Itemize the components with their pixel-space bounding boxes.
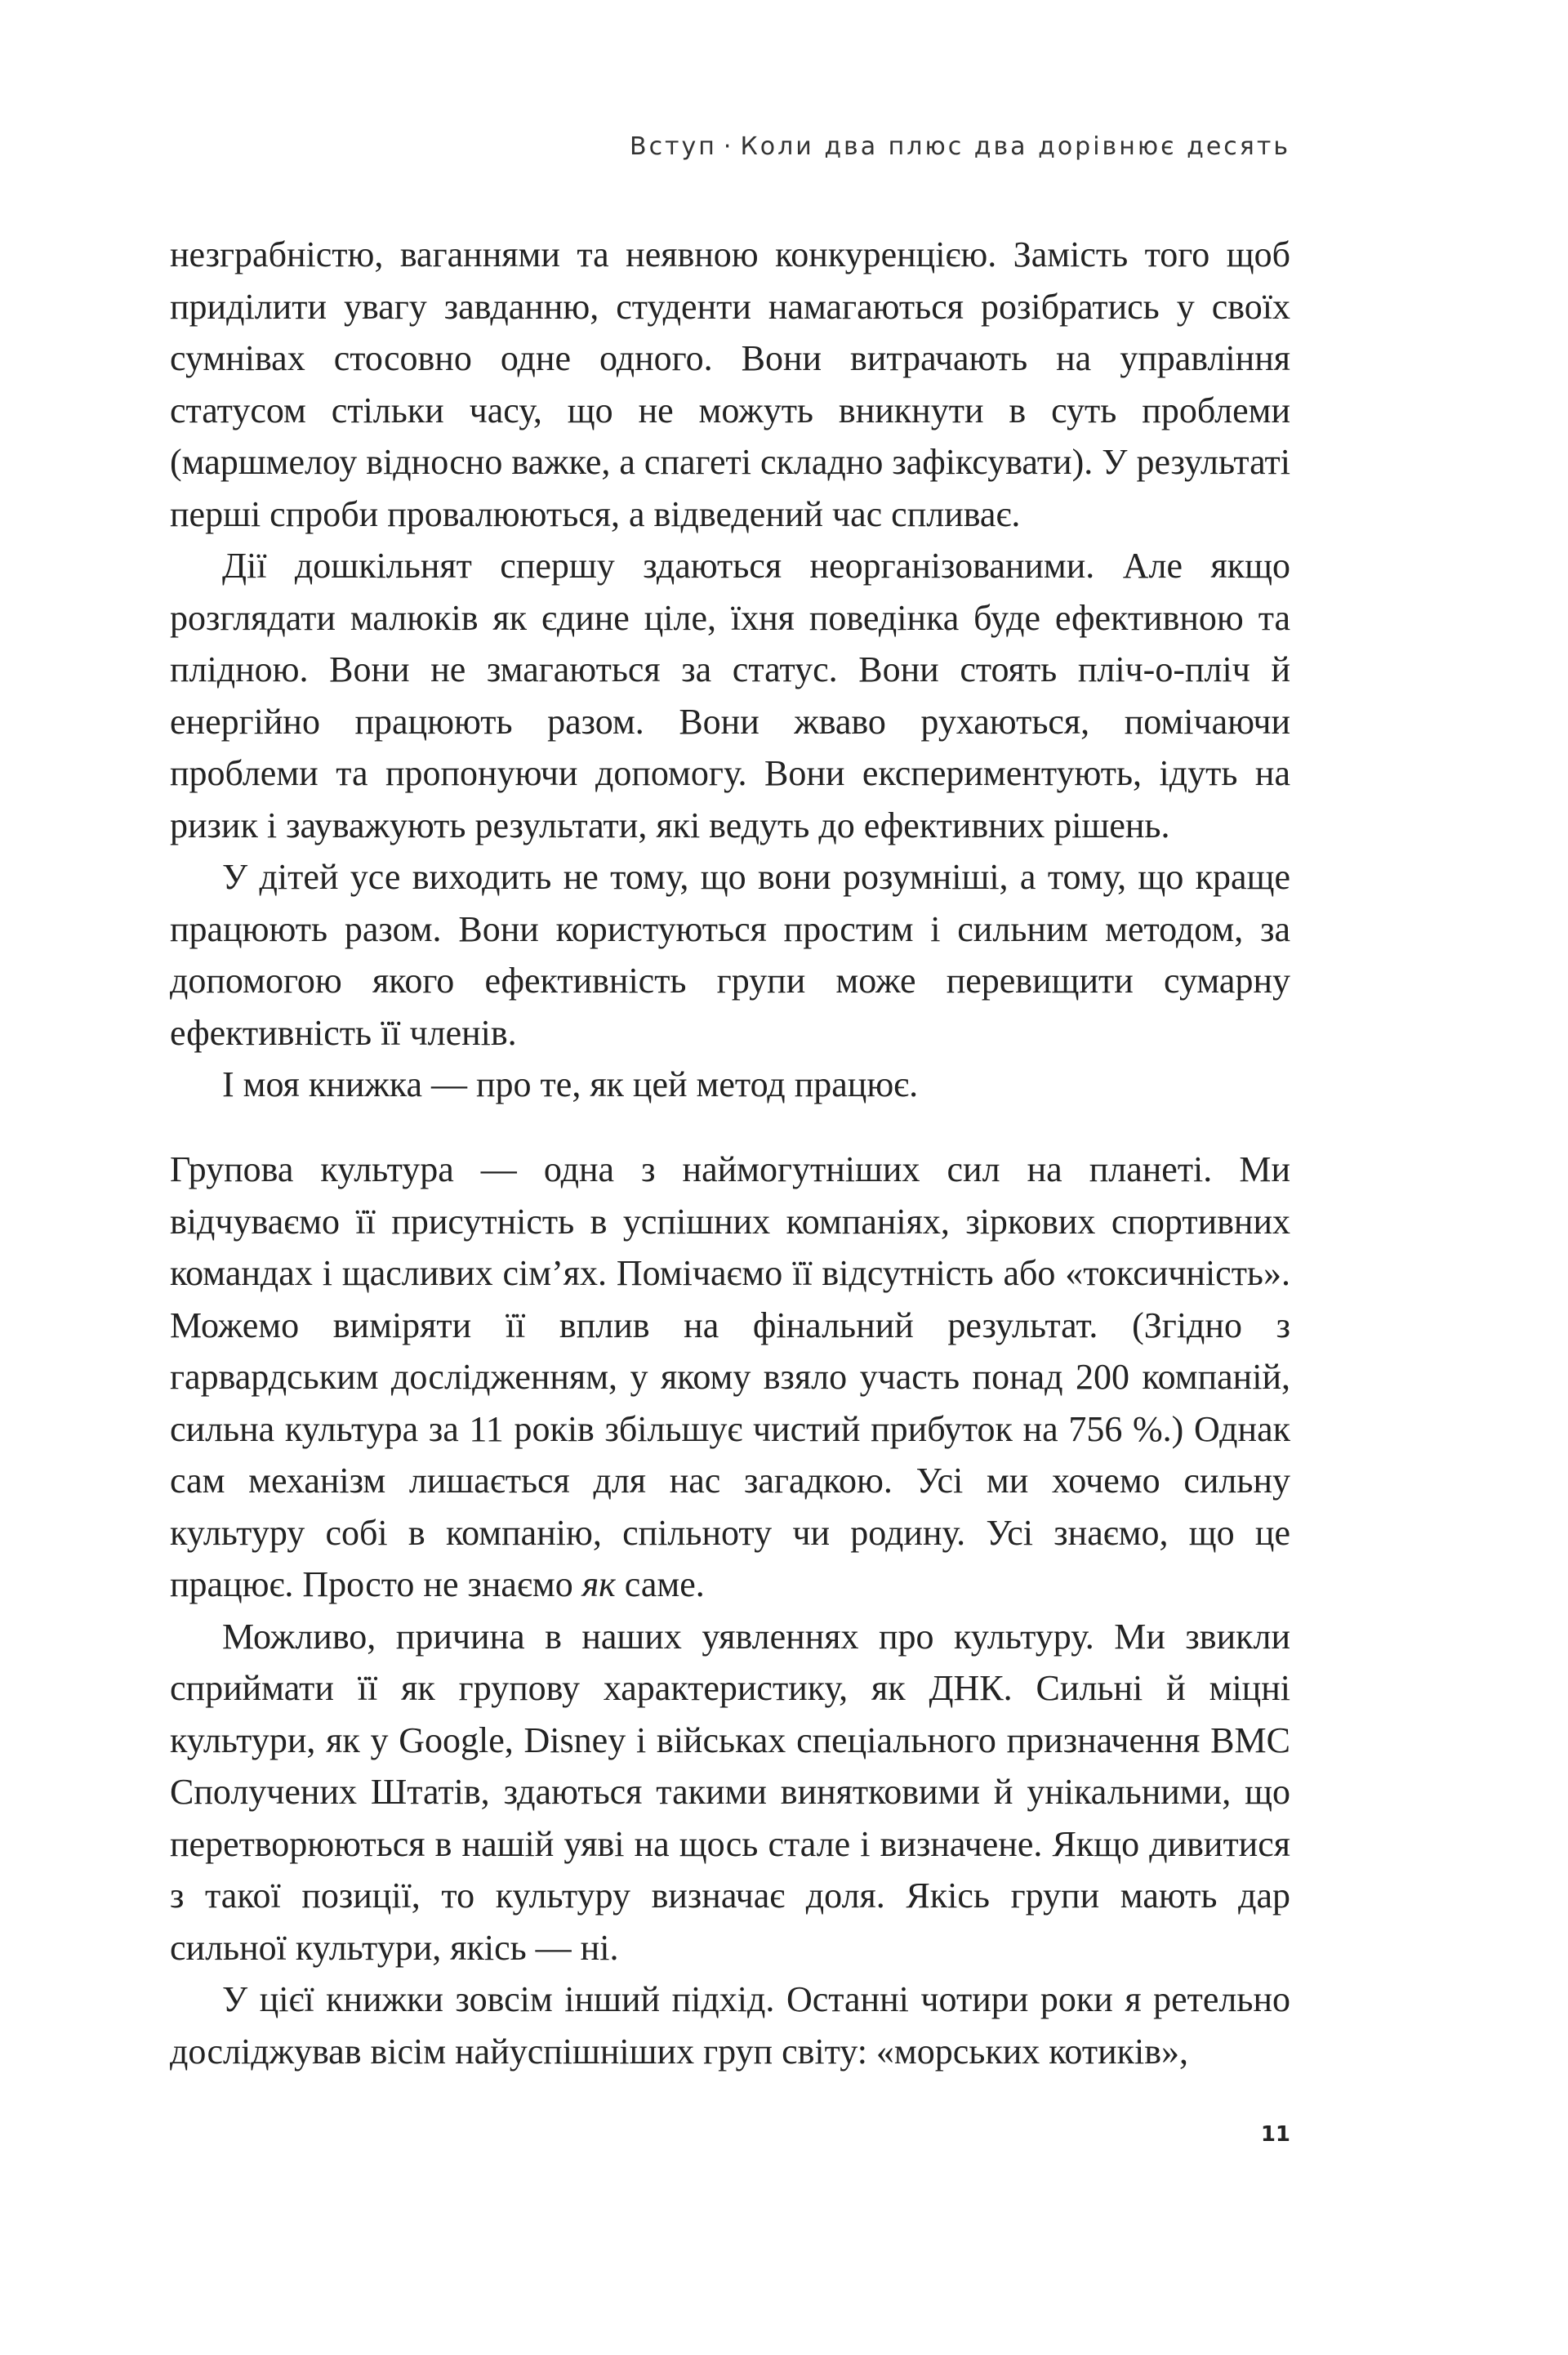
paragraph: незграбністю, ваганнями та неявною конкуренцією. Замість того щоб приділити увагу завданню, студенти намагаються розібратись у своїх сумнівах стосовно одне одного. Вони витрачають на управління статусом стільки часу, що не можуть вникнути в суть проблеми (маршмелоу відносно важке, а спагеті складно зафіксувати). У результаті перші спроби провалюються, а відведений час спливає. xyxy=(170,234,1290,534)
paragraph: І моя книжка — про те, як цей метод працює. xyxy=(222,1064,919,1104)
page-number: 11 xyxy=(1260,2122,1290,2147)
paragraph-text: Групова культура — одна з наймогутніших сил на планеті. Ми відчуваємо її присутність в успішних компаніях, зіркових спортивних командах і щасливих сім’ях. Помічаємо її відсутність або «токсичність». Можемо виміряти її вплив на фінальний результат. (Згідно з гарвардським дослідженням, у якому взяло участь понад 200 компаній, сильна культура за 11 років збільшує чистий прибуток на 756 %.) Однак сам механізм лишається для нас загадкою. Усі ми хочемо сильну культуру собі в компанію, спільноту чи родину. Усі знаємо, що це працює. Просто не знаємо xyxy=(170,1149,1290,1604)
body-text-top xyxy=(170,229,1290,1111)
paragraph xyxy=(170,1144,1290,1611)
paragraph-tail: саме. xyxy=(615,1564,705,1604)
paragraph: У дітей усе виходить не тому, що вони розумніші, а тому, що краще працюють разом. Вони користуються простим і сильним методом, за допомогою якого ефективність групи може перевищити сумарну ефективність її членів. xyxy=(170,857,1290,1053)
body-text-bottom xyxy=(170,1144,1290,2077)
paragraph: Дії дошкільнят спершу здаються неорганізованими. Але якщо розглядати малюків як єдине ціле, їхня поведінка буде ефективною та плідною. Вони не змагаються за статус. Вони стоять пліч-о-пліч й енергійно працюють разом. Вони жваво рухаються, помічаючи проблеми та пропонуючи допомогу. Вони експериментують, ідуть на ризик і зауважують результати, які ведуть до ефективних рішень. xyxy=(170,546,1290,845)
header-separator: · xyxy=(723,132,734,161)
header-chapter-title: Коли два плюс два дорівнює десять xyxy=(740,132,1290,161)
paragraph: У цієї книжки зовсім інший підхід. Останні чотири роки я ретельно досліджував вісім найуспішніших груп світу: «морських котиків», xyxy=(170,1979,1290,2072)
emphasis-word: як xyxy=(581,1564,616,1604)
running-header xyxy=(572,132,1290,161)
paragraph: Можливо, причина в наших уявленнях про культуру. Ми звикли сприймати її як групову характеристику, як ДНК. Сильні й міцні культури, як у Google, Disney і військах спеціального призначення ВМС Сполучених Штатів, здаються такими винятковими й унікальними, що перетворюються в нашій уяві на щось стале і визначене. Якщо дивитися з такої позиції, то культуру визначає доля. Якісь групи мають дар сильної культури, якісь — ні. xyxy=(170,1616,1290,1968)
header-part: Вступ xyxy=(629,132,717,161)
